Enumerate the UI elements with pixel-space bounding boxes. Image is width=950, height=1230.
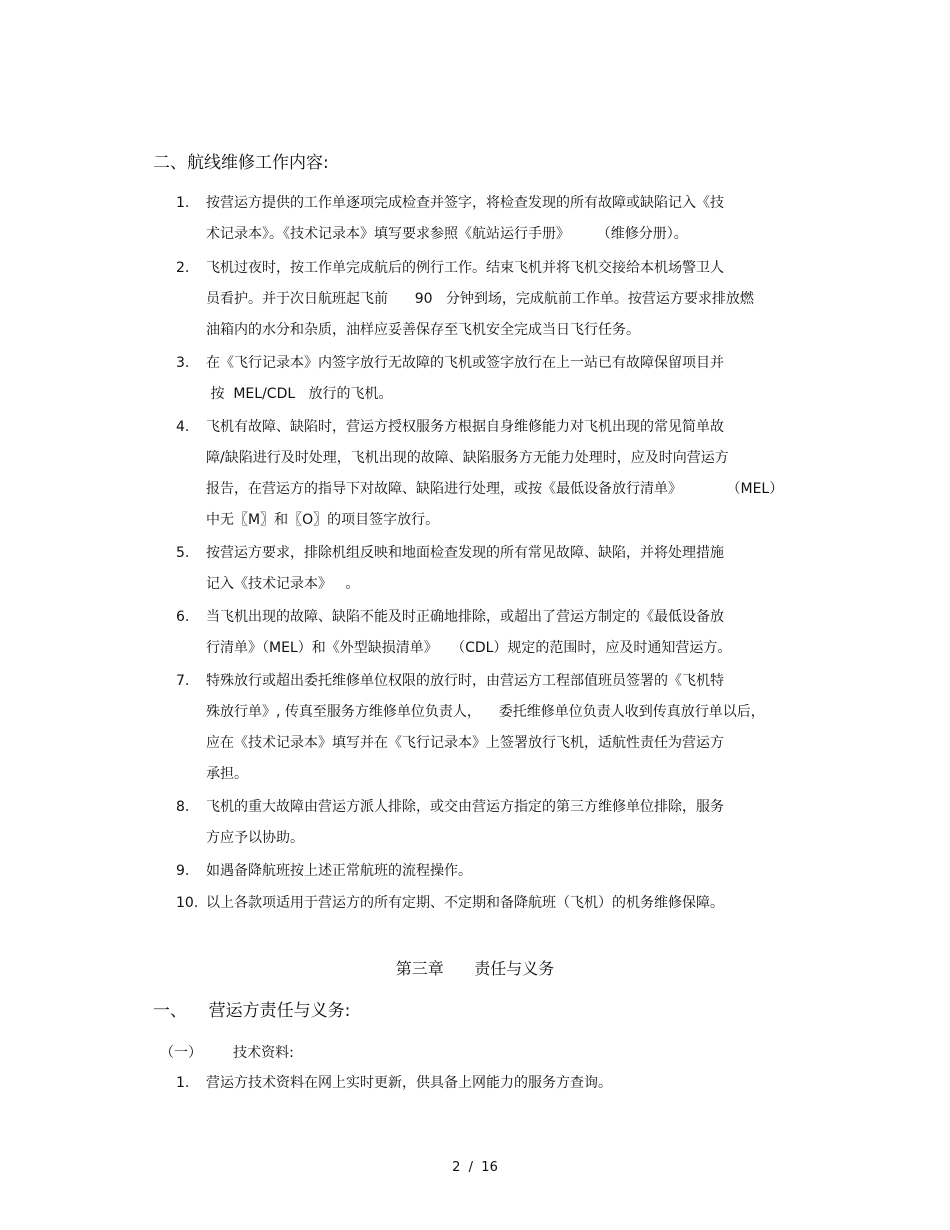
item-line: 承担。	[206, 766, 248, 782]
item-number: 1.	[176, 195, 190, 211]
list-item	[176, 792, 816, 854]
item-line: 当飞机出现的故障、缺陷不能及时正确地排除，或超出了营运方制定的《最低设备放	[206, 609, 724, 625]
list-item	[176, 348, 816, 410]
item-number: 7.	[176, 673, 190, 689]
sub-subheading: （一） 技术资料:	[160, 1045, 294, 1061]
item-number: 10.	[176, 895, 199, 911]
list-item	[176, 538, 816, 600]
item-line: 按营运方提供的工作单逐项完成检查并签字，将检查发现的所有故障或缺陷记入《技	[206, 195, 724, 211]
item-line: 术记录本》。《技术记录本》填写要求参照《航站运行手册》 （维修分册）。	[206, 226, 688, 242]
item-line: 以上各款项适用于营运方的所有定期、不定期和备降航班（飞机）的机务维修保障。	[206, 895, 724, 911]
item-line: 特殊放行或超出委托维修单位权限的放行时，由营运方工程部值班员签署的《飞机特	[206, 673, 724, 689]
item-line: 在《飞行记录本》内签字放行无故障的飞机或签字放行在上一站已有故障保留项目并	[206, 355, 724, 371]
section-heading: 二、航线维修工作内容:	[153, 153, 329, 173]
chapter-heading: 第三章 责任与义务	[395, 959, 555, 978]
list-item	[176, 412, 816, 536]
item-number: 9.	[176, 863, 190, 879]
item-line: 员看护。并于次日航班起飞前 90 分钟到场，完成航前工作单。按营运方要求排放燃	[206, 291, 754, 307]
item-line: 飞机有故障、缺陷时，营运方授权服务方根据自身维修能力对飞机出现的常见简单故	[206, 419, 724, 435]
item-line: 飞机的重大故障由营运方派人排除，或交由营运方指定的第三方维修单位排除，服务	[206, 799, 724, 815]
item-line: 记入《技术记录本》 。	[206, 576, 360, 592]
item-number: 3.	[176, 355, 190, 371]
list-item	[176, 888, 816, 919]
item-line: 油箱内的水分和杂质，油样应妥善保存至飞机安全完成当日飞行任务。	[206, 322, 640, 338]
page-number: 2 / 16	[452, 1160, 498, 1175]
item-line: 飞机过夜时，按工作单完成航后的例行工作。结束飞机并将飞机交接给本机场警卫人	[206, 260, 724, 276]
item-number: 2.	[176, 260, 190, 276]
list-item	[176, 856, 816, 887]
item-line: 行清单》（MEL）和《外型缺损清单》 （CDL）规定的范围时，应及时通知营运方。	[206, 640, 732, 656]
item-line: 报告，在营运方的指导下对故障、缺陷进行处理，或按《最低设备放行清单》 （MEL）	[206, 481, 784, 497]
item-line: 营运方技术资料在网上实时更新，供具备上网能力的服务方查询。	[206, 1075, 612, 1091]
item-line: 应在《技术记录本》填写并在《飞行记录本》上签署放行飞机，适航性责任为营运方	[206, 735, 724, 751]
item-line: 按营运方要求，排除机组反映和地面检查发现的所有常见故障、缺陷，并将处理措施	[206, 545, 724, 561]
item-line: 按 MEL/CDL 放行的飞机。	[206, 386, 393, 402]
item-line: 障/缺陷进行及时处理，飞机出现的故障、缺陷服务方无能力处理时，应及时向营运方	[206, 450, 729, 466]
item-number: 4.	[176, 419, 190, 435]
item-number: 5.	[176, 545, 190, 561]
list-item	[176, 188, 816, 250]
item-number: 8.	[176, 799, 190, 815]
item-line: 中无〖M〗和〖O〗的项目签字放行。	[206, 512, 440, 528]
list-item	[176, 1068, 816, 1099]
item-line: 如遇备降航班按上述正常航班的流程操作。	[206, 863, 472, 879]
item-number: 1.	[176, 1075, 190, 1091]
item-number: 6.	[176, 609, 190, 625]
list-item	[176, 666, 816, 790]
list-item	[176, 602, 816, 664]
item-line: 方应予以协助。	[206, 830, 304, 846]
subheading: 一、 营运方责任与义务:	[153, 1001, 351, 1021]
list-item	[176, 253, 816, 346]
item-line: 殊放行单》, 传真至服务方维修单位负责人， 委托维修单位负责人收到传真放行单以后，	[206, 704, 765, 720]
